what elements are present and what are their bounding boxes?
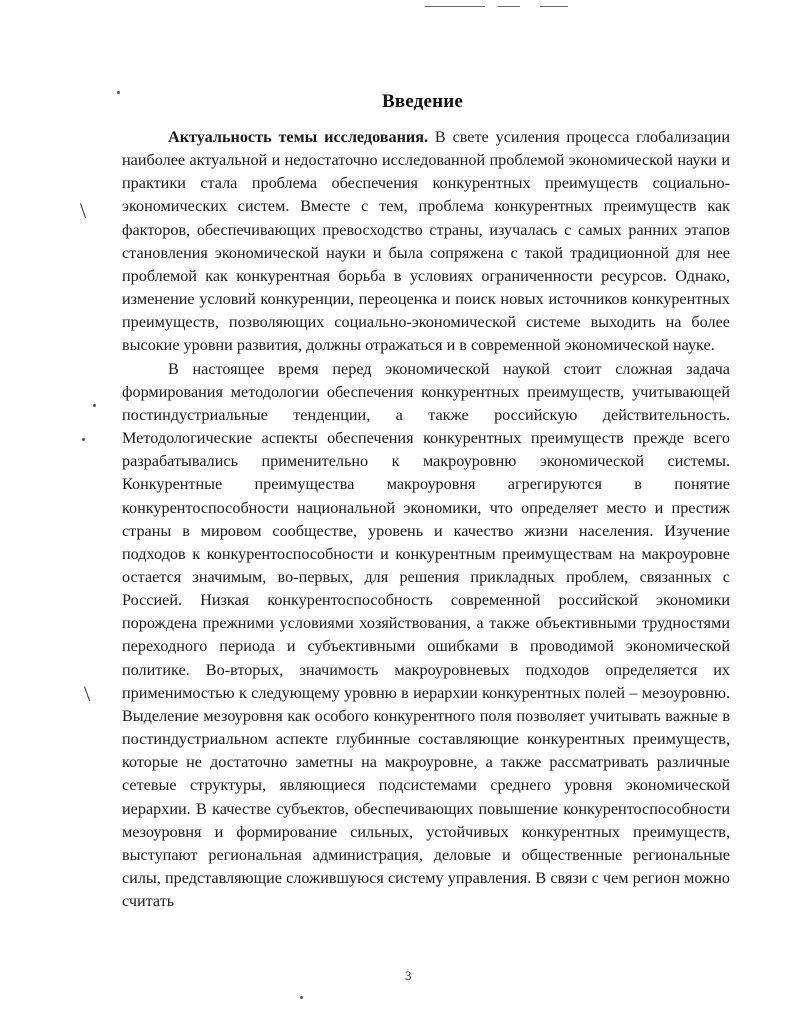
scan-dot-3 xyxy=(82,438,85,441)
margin-mark-1: \ xyxy=(80,198,87,223)
margin-mark-2: \ xyxy=(84,681,91,706)
scan-dot-4 xyxy=(300,996,303,999)
page-title: Введение xyxy=(381,90,464,112)
paragraph-body: В свете усиления процесса глобализации наиболее актуальной и недостаточно исследованной проблемой экономической науки и практики стала проблема обеспечения конкурентных преимуществ социально-экономических систем. Вместе с тем, проблема конкурентных преимуществ как факторов, обеспечивающих превосходство страны, изучалась с самых ранних этапов становления экономической науки и была сопряжена с такой традиционной для нее проблемой как конкурентная борьба в условиях ограниченности ресурсов. Однако, изменение условий конкуренции, переоценка и поиск новых источников конкурентных преимуществ, позволяющих социально-экономической системе выходить на более высокие уровни развития, должны отражаться и в современной экономической науке. xyxy=(122,128,730,355)
scan-artifact-top-2 xyxy=(498,6,520,7)
paragraph-relevance xyxy=(122,126,730,358)
scan-dot-2 xyxy=(93,404,96,407)
paragraph-methodology: В настоящее время перед экономической наукой стоит сложная задача формирования методологии обеспечения конкурентных преимуществ, учитывающей постиндустриальные тенденции, а также российскую действительность. Методологические аспекты обеспечения конкурентных преимуществ прежде всего разрабатывались применительно к макроуровню экономической системы. Конкурентные преимущества макроуровня агрегируются в понятие конкурентоспособности национальной экономики, что определяет место и престиж страны в мировом сообществе, уровень и качество жизни населения. Изучение подходов к конкурентоспособности и конкурентным преимуществам на макроуровне остается значимым, во-первых, для решения прикладных проблем, связанных с Россией. Низкая конкурентоспособность современной российской экономики порождена прежними условиями хозяйствования, а также объективными трудностями переходного периода и субъективными ошибками в проводимой экономической политике. Во-вторых, значимость макроуровневых подходов определяется их применимостью к следующему уровню в иерархии конкурентных полей – мезоуровню. Выделение мезоуровня как особого конкурентного поля позволяет учитывать важные в постиндустриальном аспекте глубинные составляющие конкурентных преимуществ, которые не достаточно заметны на макроуровне, а также рассматривать различные сетевые структуры, являющиеся подсистемами среднего уровня экономической иерархии. В качестве субъектов, обеспечивающих повышение конкурентоспособности мезоуровня и формирование сильных, устойчивых конкурентных преимуществ, выступают региональная администрация, деловые и общественные региональные силы, представляющие сложившуюся систему управления. В связи с чем регион можно считать xyxy=(122,359,730,911)
paragraph-lead: Актуальность темы исследования. xyxy=(168,128,429,146)
scan-artifact-top-1 xyxy=(425,6,485,7)
body-text xyxy=(122,126,730,913)
scan-artifact-top-3 xyxy=(540,6,568,7)
page-number: 3 xyxy=(405,968,412,983)
